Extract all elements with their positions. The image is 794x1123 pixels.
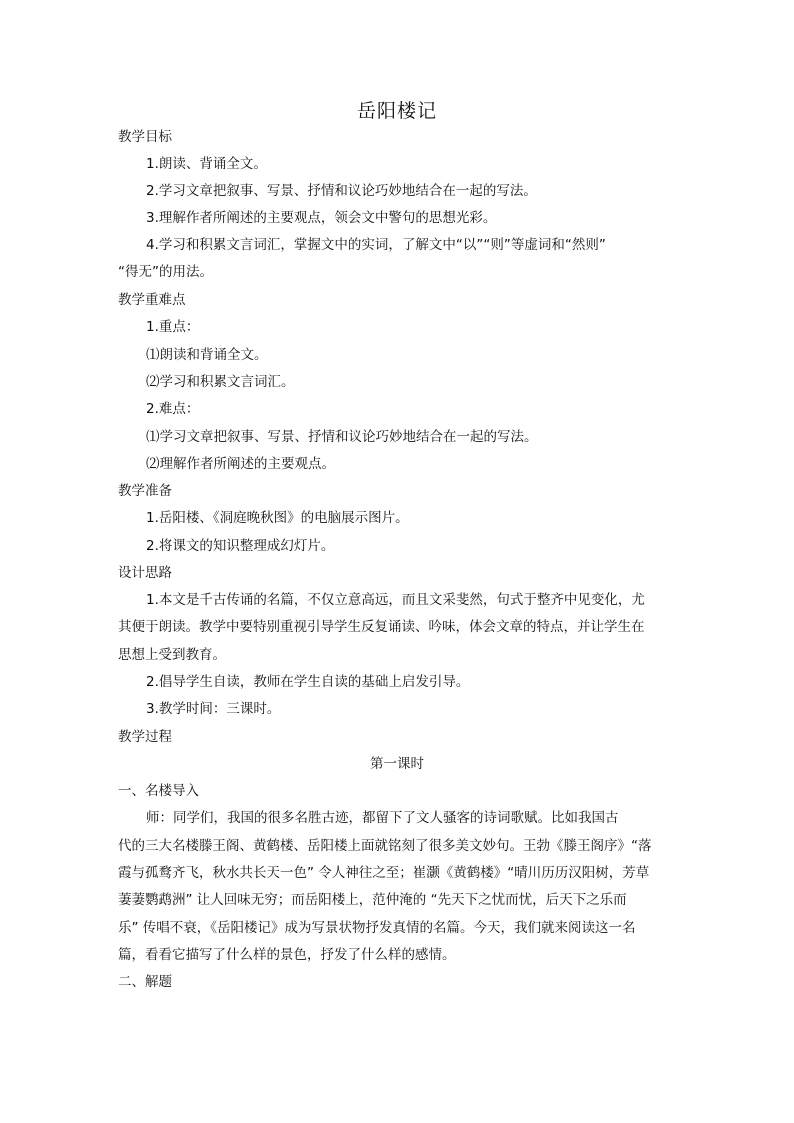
text-line: 篇，看看它描写了什么样的景色，抒发了什么样的感情。	[118, 947, 456, 963]
text-line: 3.教学时间：三课时。	[146, 701, 281, 717]
text-line: 萋萋鹦鹉洲” 让人回味无穷；而岳阳楼上，范仲淹的 “先天下之忧而忧，后天下之乐而	[118, 892, 627, 908]
text-line: 2.难点：	[146, 401, 200, 417]
text-line: 霞与孤鹜齐飞，秋水共长天一色” 令人神往之至；崔灏《黄鹤楼》“晴川历历汉阳树，芳草	[118, 865, 650, 881]
text-line: ⑵理解作者所阐述的主要观点。	[146, 456, 335, 472]
text-line: 4.学习和积累文言词汇，掌握文中的实词，了解文中“以”“则”等虚词和“然则”	[146, 237, 606, 253]
text-line: 一、名楼导入	[118, 783, 199, 799]
text-line: 2.倡导学生自读，教师在学生自读的基础上启发引导。	[146, 674, 470, 690]
text-line: “得无”的用法。	[118, 264, 213, 280]
text-line: ⑵学习和积累文言词汇。	[146, 374, 295, 390]
text-line: ⑴学习文章把叙事、写景、抒情和议论巧妙地结合在一起的写法。	[146, 429, 538, 445]
text-line: 教学重难点	[118, 292, 186, 308]
text-line: 教学过程	[118, 729, 172, 745]
text-line: 2.将课文的知识整理成幻灯片。	[146, 538, 335, 554]
lesson-heading: 第一课时	[370, 756, 424, 772]
text-line: 教学目标	[118, 129, 172, 145]
text-line: 2.学习文章把叙事、写景、抒情和议论巧妙地结合在一起的写法。	[146, 183, 537, 199]
text-line: ⑴朗读和背诵全文。	[146, 347, 268, 363]
text-line: 设计思路	[118, 565, 172, 581]
text-line: 代的三大名楼滕王阁、黄鹤楼、岳阳楼上面就铭刻了很多美文妙句。王勃《滕王阁序》“落	[118, 838, 652, 854]
text-line: 1.重点：	[146, 319, 200, 335]
document-title: 岳阳楼记	[356, 100, 437, 122]
text-line: 思想上受到教育。	[118, 647, 226, 663]
text-line: 其便于朗读。教学中要特别重视引导学生反复诵读、吟味，体会文章的特点，并让学生在	[118, 619, 645, 635]
text-line: 乐” 传唱不衰，《岳阳楼记》成为写景状物抒发真情的名篇。今天，我们就来阅读这一名	[118, 920, 636, 936]
text-line: 3.理解作者所阐述的主要观点，领会文中警句的思想光彩。	[146, 210, 497, 226]
text-line: 二、解题	[118, 974, 172, 990]
text-line: 师：同学们，我国的很多名胜古迹，都留下了文人骚客的诗词歌赋。比如我国古	[146, 810, 619, 826]
text-line: 1.岳阳楼、《洞庭晚秋图》的电脑展示图片。	[146, 510, 409, 526]
text-line: 1.本文是千古传诵的名篇，不仅立意高远，而且文采斐然，句式于整齐中见变化，尤	[146, 592, 645, 608]
text-line: 1.朗读、背诵全文。	[146, 156, 267, 172]
text-line: 教学准备	[118, 483, 172, 499]
